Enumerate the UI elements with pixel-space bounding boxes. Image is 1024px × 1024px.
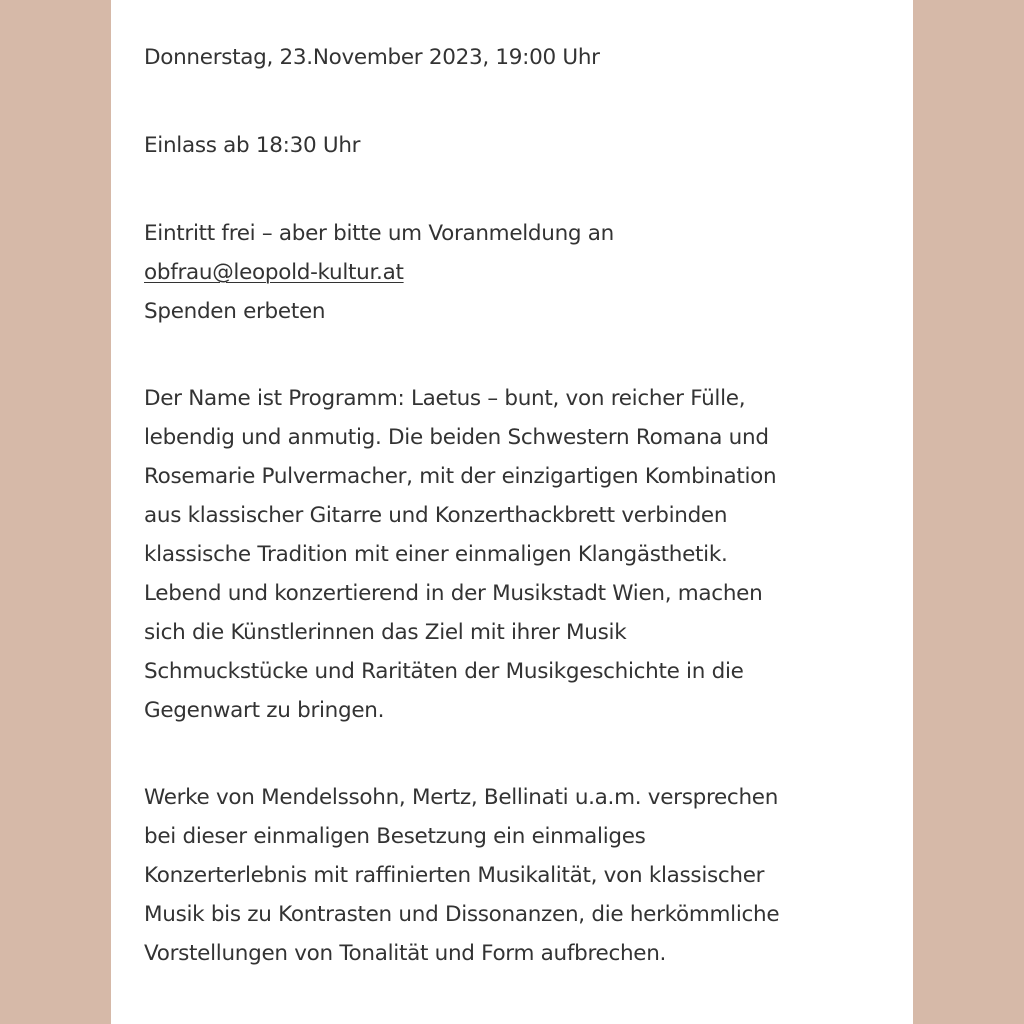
email-link-wrapper [144, 253, 889, 292]
description-line: Gegenwart zu bringen. [144, 698, 385, 723]
event-text [144, 38, 889, 973]
spacer [144, 730, 889, 778]
description-line: Schmuckstücke und Raritäten der Musikgeschichte in die [144, 659, 744, 684]
program-line: Werke von Mendelssohn, Mertz, Bellinati u.a.m. versprechen [144, 785, 779, 810]
spacer [144, 77, 889, 126]
program-line: Musik bis zu Kontrasten und Dissonanzen, die herkömmliche [144, 902, 780, 927]
spacer [144, 165, 889, 214]
donations-text: Spenden erbeten [144, 299, 326, 324]
description-line: Rosemarie Pulvermacher, mit der einzigartigen Kombination [144, 464, 777, 489]
program-line: Konzerterlebnis mit raffinierten Musikalität, von klassischer [144, 863, 765, 888]
entry-info [144, 214, 889, 331]
event-admission: Einlass ab 18:30 Uhr [144, 133, 361, 158]
event-date-time: Donnerstag, 23.November 2023, 19:00 Uhr [144, 45, 600, 70]
description-line: aus klassischer Gitarre und Konzerthackbrett verbinden [144, 503, 728, 528]
description-paragraph [144, 379, 889, 730]
description-line: sich die Künstlerinnen das Ziel mit ihrer Musik [144, 620, 627, 645]
email-link[interactable]: obfrau@leopold-kultur.at [144, 260, 404, 285]
program-line: Vorstellungen von Tonalität und Form aufbrechen. [144, 941, 667, 966]
spacer [144, 331, 889, 379]
entry-text: Eintritt frei – aber bitte um Voranmeldung an [144, 221, 615, 246]
content-card [111, 0, 913, 1024]
program-paragraph [144, 778, 889, 973]
description-line: klassische Tradition mit einer einmaligen Klangästhetik. [144, 542, 728, 567]
description-line: Der Name ist Programm: Laetus – bunt, von reicher Fülle, [144, 386, 746, 411]
description-line: lebendig und anmutig. Die beiden Schwestern Romana und [144, 425, 769, 450]
description-line: Lebend und konzertierend in der Musikstadt Wien, machen [144, 581, 763, 606]
program-line: bei dieser einmaligen Besetzung ein einmaliges [144, 824, 646, 849]
